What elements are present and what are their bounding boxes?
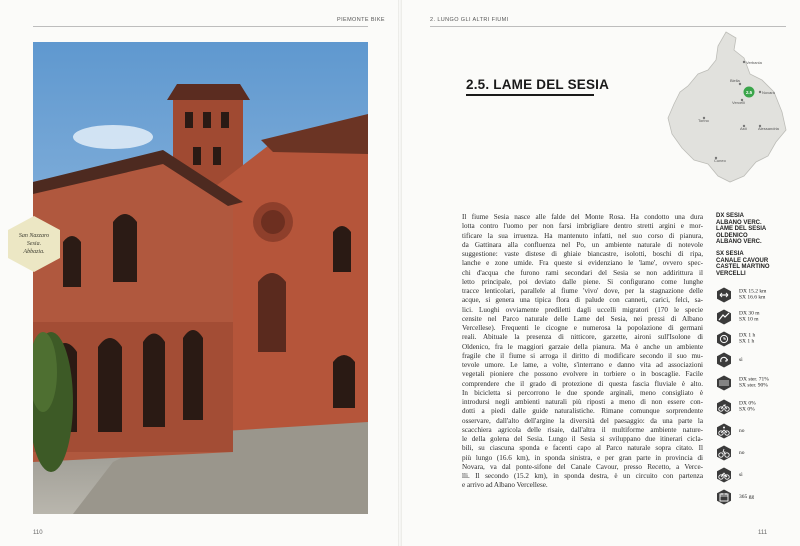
stat-row [716,445,788,461]
stat-value-line: DX 15.2 km [739,288,767,295]
body-text-line: Il fiume Sesia nasce alle falde del Monte Rosa. Ha condotto una dura [462,213,703,221]
right-header-rule [430,26,786,27]
body-text-line: comprendere che il grado di protezione di questa fascia fluviale è alto. [462,379,703,388]
body-text-line: letto principale, poi deviato dalle piene. Si configurano come lunghe [462,277,703,286]
stat-value [739,494,754,500]
stat-value-line: SX 16.6 km [739,295,766,301]
city-label: Alessandria [758,126,779,131]
route-line: CANALE CAVOUR [716,257,769,264]
city-label: Cuneo [714,158,726,163]
stat-row [716,309,788,325]
abbey-photo-illustration [33,42,368,514]
body-text-line: fragile che il fiume si arroga il diritto di modificare secondo il suo mu- [462,351,703,360]
route-sx-heading [716,251,786,277]
body-text-line: scacchiera agricola delle risaie, dall'altra il multiforme ambiente nature- [462,425,703,434]
body-text-line: e arrivo ad Albano Vercellese. [462,481,548,490]
city-dot [739,83,741,85]
body-text-line: tevole umore. Le lame, a volte, s'interrano e danno vita ad associazioni [462,361,703,369]
stat-value-line: no [739,427,745,434]
stat-value-line: SX 1 h [739,339,755,345]
city-label: Torino [698,118,709,123]
stat-value-line: SX 0% [739,407,755,413]
body-text-line: Oldenico, fra le maggiori garzaie della pianura. Ma è anche un ambiente [462,342,703,351]
loop-icon [716,352,732,368]
stat-value-line: SX 10 m [739,317,759,323]
body-text-line: In bicicletta si percorrono le due sponde arginali, meno consigliato è [462,388,703,397]
body-text-line: Vercellese). Frequenti le cicogne e numerosa la popolazione di germani [462,324,703,332]
body-text [462,213,703,491]
stat-row [716,287,788,303]
body-text-line: le della golena del Sesia. Lungo il Sesia si sviluppano due itinerari cicla- [462,435,703,443]
body-text-line: più lungo (16.6 km), in sponda sinistra, e per gran parte in provincia di [462,453,703,462]
elevation-icon [716,309,732,325]
body-text-line: tracce lenticolari, parallele al fiume 'vivo' dove, per la stagnazione delle [462,287,703,295]
stat-row [716,423,788,439]
stat-value-line: SX ster. 90% [739,383,768,389]
city-label: Biella [730,78,740,83]
stat-value [739,401,756,414]
city-label: Asti [740,126,747,131]
body-text-line: censite nel Parco naturale delle Lame del Sesia, nei pressi di Albano [462,314,703,323]
locator-map [664,30,788,185]
stat-row [716,489,788,505]
body-text-line: Novara, va dal ponte-sifone del Canale Cavour, presso Recetto, a Verce- [462,462,703,471]
route-line: DX SESIA [716,213,745,219]
stat-value-line: DX ster. 71% [739,376,769,383]
surface-icon [716,375,732,391]
body-text-line: acque, si genera una tipica flora di palude con canneti, carici, felci, sa- [462,296,703,305]
stat-value [739,333,755,346]
calendar-icon [716,489,732,505]
city-label: Vercelli [732,100,745,105]
stat-value-line: DX 1 h [739,332,756,339]
body-text-line: osservare, dall'alto dell'argine la diversità del paesaggio: da una parte la [462,416,703,425]
city-label: Verbania [746,60,762,65]
stat-value [739,311,759,324]
section-title-underline [466,94,594,96]
body-text-line: introdursi negli ambienti naturali più riposti a meno di non essere con- [462,398,703,406]
left-page-number: 110 [33,530,43,536]
piemonte-outline [668,32,786,182]
left-header-rule [33,26,368,27]
city-label: Novara [762,90,775,95]
body-text-line: tificare la sua irruenza. Ha mantenuto infatti, nel suo corso di pianura, [462,231,703,240]
caption-line: Sesia. [26,241,42,247]
section-title: 2.5. LAME DEL SESIA [466,77,610,92]
body-text-line: dotti a piedi dalle guide naturalistiche. Rimane comunque sorprendente [462,407,703,416]
body-text-line: lli. Il secondo (15.2 km), in sponda destra, è un circuito con partenza [462,472,703,480]
stat-value [739,377,769,390]
road-bike-icon [716,467,732,483]
city-dot [759,91,761,93]
abbey-photo [33,42,368,514]
route-line: VERCELLI [716,270,746,277]
body-text-line: reali. Abituale la presenza di nitticore, garzette, aironi sull'Isolone di [462,333,703,342]
stat-value-line: no [739,449,745,456]
family-bike-icon [716,423,732,439]
stat-row [716,352,788,368]
body-text-line: vegetali pioniere che possono evolvere in torbiere o in boscaglie. Facile [462,370,703,379]
time-icon [716,331,732,347]
ebike-icon [716,445,732,461]
route-badge-label: 2.5 [745,90,753,95]
route-sidebar [716,213,786,282]
stat-value-line: DX 0% [739,400,756,407]
body-text-line: bili, su ciascuna sponda e facenti capo al Parco naturale sopra citato. Il [462,444,703,453]
body-text-line: suggestione: vaste distese di ghiaie biancastre, isolotti, boschi di ripa, [462,250,703,258]
body-text-line: da Gattinara alla confluenza nel Po, un ambiente naturale di notevole [462,240,703,249]
book-gutter [398,0,402,546]
body-text-line: lici. Luoghi ovviamente prediletti dagli uccelli migratori (170 le specie [462,305,703,314]
route-line: ALBANO VERC. [716,239,762,246]
right-running-title: 2. LUNGO GLI ALTRI FIUMI [430,17,509,23]
stat-row [716,331,788,347]
caption-line: Abbazia. [23,249,45,255]
stat-value [739,428,745,434]
stat-row [716,467,788,483]
right-page-number: 111 [758,530,768,536]
body-text-line: chi d'acqua che furono rami secondari del Sesia se non addirittura il [462,268,703,277]
stat-value [739,472,743,478]
caption-line: San Nazzaro [18,233,50,239]
stat-value [739,357,743,363]
city-dot [743,61,745,63]
stat-value [739,450,745,456]
mtb-icon [716,399,732,415]
stat-value-line: 365 gg [739,493,755,500]
stat-row [716,375,788,391]
stat-value-line: DX 30 m [739,310,760,317]
body-text-line: lanche e zone umide. Fra queste si evidenziano le 'lame', ovvero spec- [462,259,703,268]
route-line: SX SESIA [716,250,744,257]
route-line: ALBANO VERC. [716,219,762,226]
stat-value-line: sì [739,471,743,478]
photo-caption [8,232,60,256]
route-line: CASTEL MARTINO [716,264,770,271]
route-line: LAME DEL SESIA [716,226,767,233]
stat-value-line: sì [739,356,743,363]
route-line: OLDENICO [716,232,748,239]
stat-row [716,399,788,415]
stat-value [739,289,766,302]
distance-icon [716,287,732,303]
route-dx-heading [716,213,786,246]
left-running-title: PIEMONTE BIKE [337,17,385,23]
body-text-line: lotta contro l'uomo per non farsi imbrigliare dentro stretti argini e mor- [462,222,703,231]
